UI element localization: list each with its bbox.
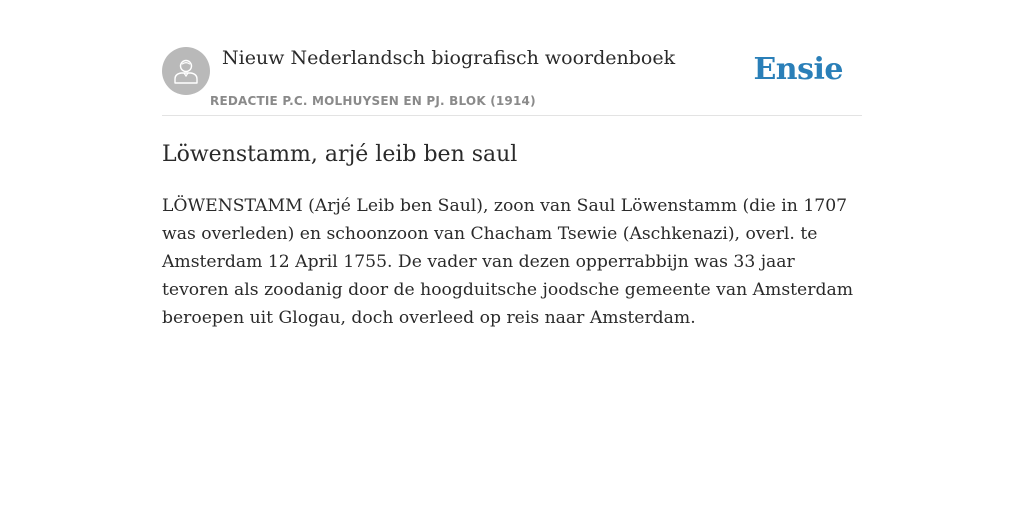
source-avatar[interactable] [162,47,210,95]
ensie-logo[interactable]: Ensie [753,52,843,87]
source-title[interactable]: Nieuw Nederlandsch biografisch woordenboek [222,47,676,69]
user-silhouette-icon [171,56,201,86]
source-editors: REDACTIE P.C. MOLHUYSEN EN PJ. BLOK (1914) [210,94,536,108]
source-header [162,46,862,116]
entry-body-text: LÖWENSTAMM (Arjé Leib ben Saul), zoon van Saul Löwenstamm (die in 1707 was overleden) en schoonzoon van Chacham Tsewie (Aschkenazi), overl. te Amsterdam 12 April 1755. De vader van dezen opperrabbijn was 33 jaar tevoren als zoodanig door de hoogduitsche joodsche gemeente van Amsterdam beroepen uit Glogau, doch overleed op reis naar Amsterdam. [162,196,853,328]
entry-title: Löwenstamm, arjé leib ben saul [162,142,518,167]
